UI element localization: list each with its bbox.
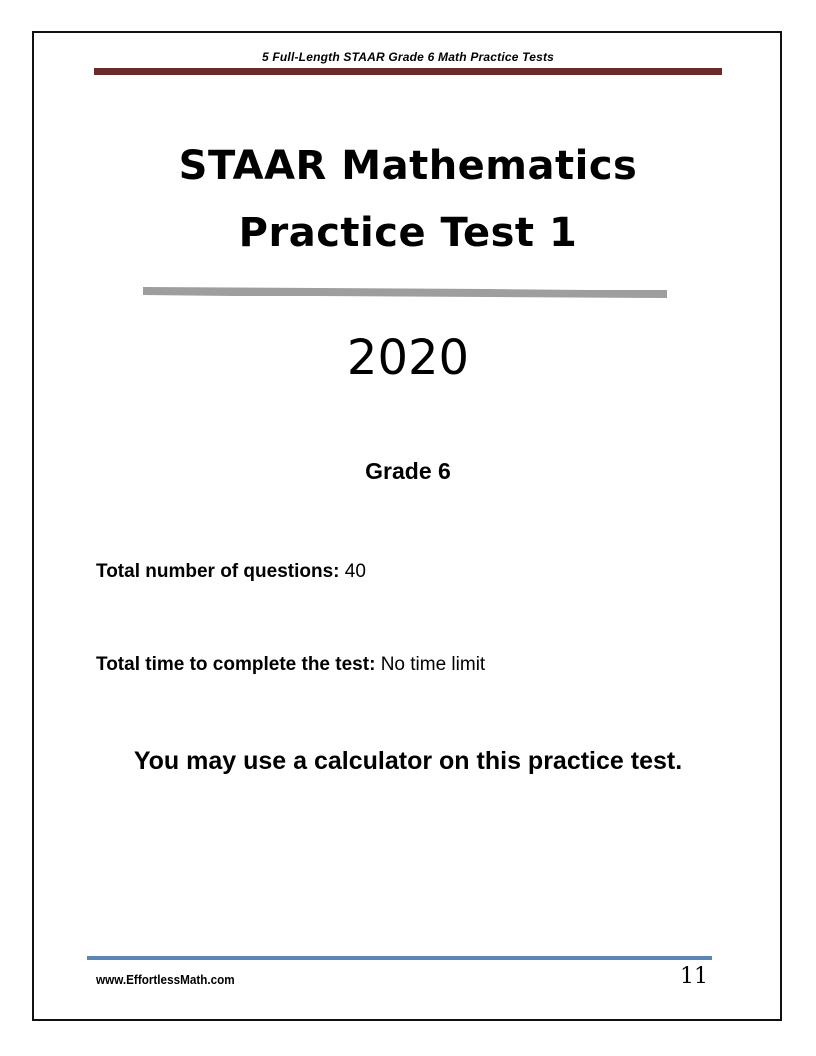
question-count-value: 40 [344,561,366,582]
calculator-note: You may use a calculator on this practice test. [133,747,683,775]
running-header: 5 Full-Length STAAR Grade 6 Math Practice Tests [261,50,555,64]
time-limit-value: No time limit [380,654,486,675]
footer-website: www.EffortlessMath.com [96,972,235,987]
page-number: 11 [680,964,708,989]
title-divider [143,287,667,298]
question-count-label: Total number of questions: [96,561,340,582]
time-limit-label: Total time to complete the test: [96,654,376,675]
title-line-1: STAAR Mathematics [178,143,638,189]
test-year: 2020 [346,330,470,386]
question-count-line [96,561,366,583]
time-limit-line [96,654,485,676]
header-rule [94,68,722,75]
grade-level: Grade 6 [365,458,451,484]
title-line-2: Practice Test 1 [238,210,578,256]
footer-rule [87,956,712,960]
